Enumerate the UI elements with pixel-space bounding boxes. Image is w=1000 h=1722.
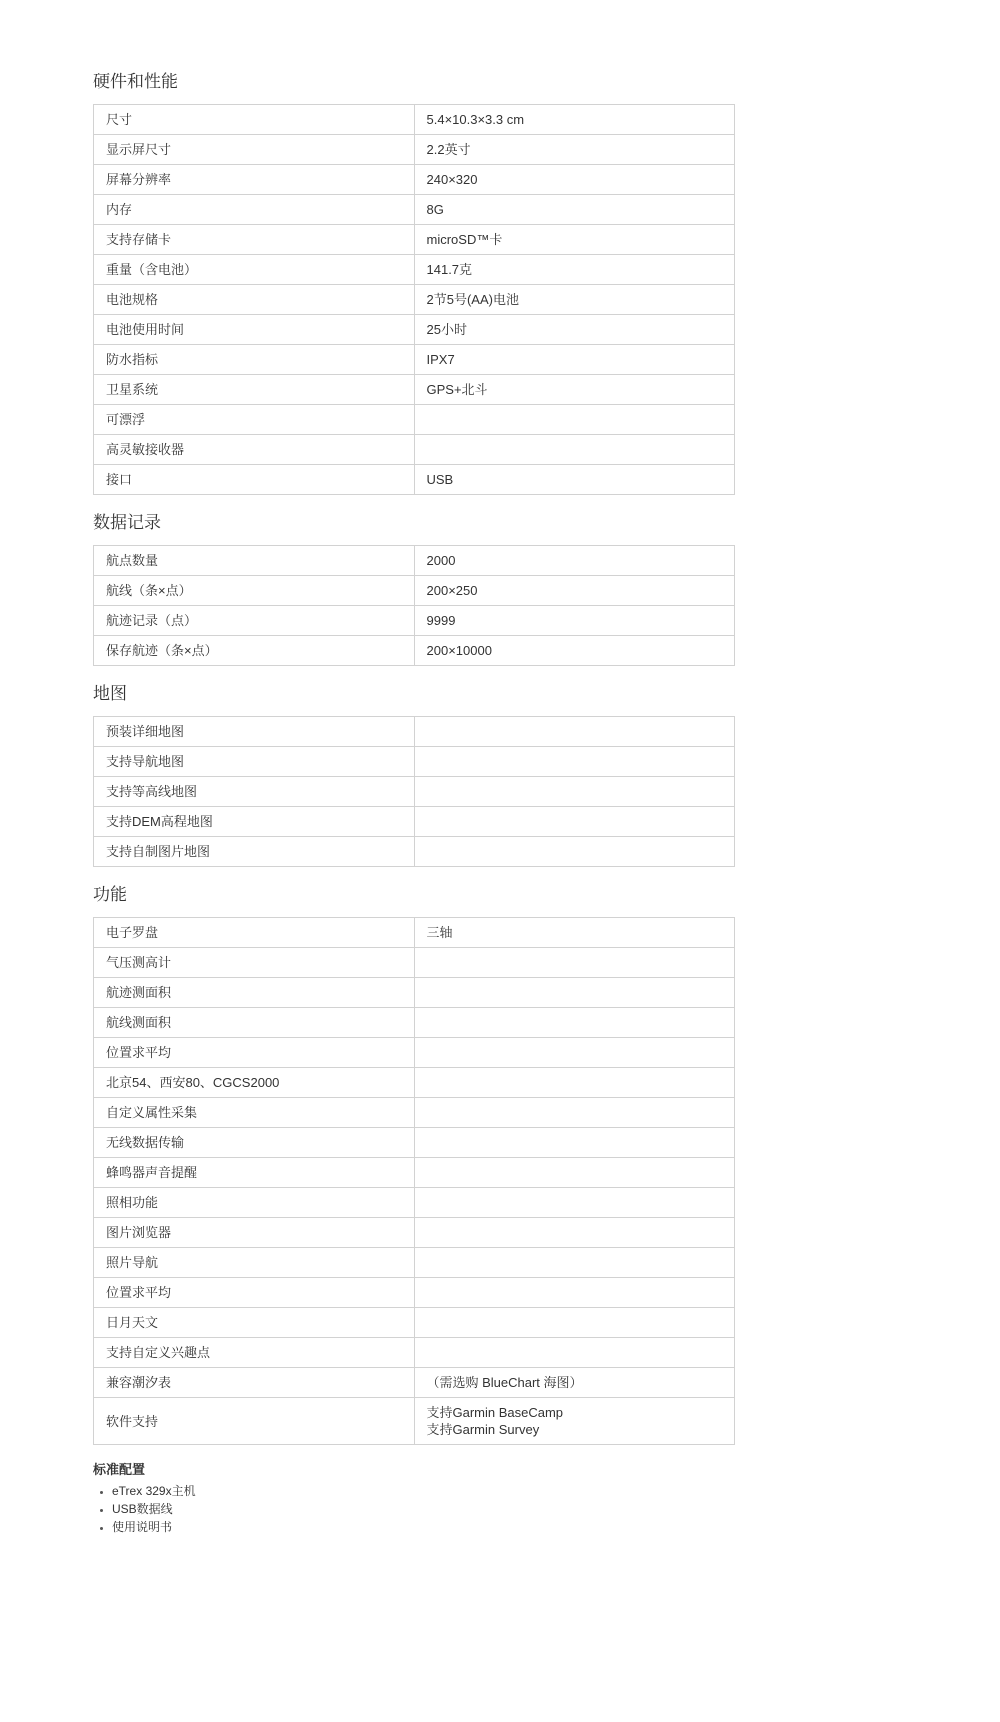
spec-value: 2节5号(AA)电池 [414, 285, 735, 315]
spec-value: 三轴 [414, 918, 735, 948]
spec-row [94, 546, 735, 576]
spec-row [94, 1248, 735, 1278]
spec-value: 141.7克 [414, 255, 735, 285]
spec-value [414, 1278, 735, 1308]
spec-label: 位置求平均 [94, 1038, 415, 1068]
spec-label: 北京54、西安80、CGCS2000 [94, 1068, 415, 1098]
spec-value [414, 1218, 735, 1248]
spec-row [94, 255, 735, 285]
spec-value: 200×250 [414, 576, 735, 606]
standard-config-title: 标准配置 [93, 1462, 146, 1477]
spec-label: 支持存储卡 [94, 225, 415, 255]
spec-label: 重量（含电池） [94, 255, 415, 285]
spec-section [93, 511, 1000, 666]
standard-config-item: • eTrex 329x主机 [112, 1485, 1000, 1498]
section-title: 数据记录 [93, 513, 161, 532]
spec-value: 200×10000 [414, 636, 735, 666]
spec-label: 自定义属性采集 [94, 1098, 415, 1128]
spec-label: 预装详细地图 [94, 717, 415, 747]
spec-label: 支持等高线地图 [94, 777, 415, 807]
spec-label: 卫星系统 [94, 375, 415, 405]
spec-row [94, 225, 735, 255]
spec-label: 内存 [94, 195, 415, 225]
spec-row [94, 1398, 735, 1445]
spec-value [414, 1128, 735, 1158]
section-title: 硬件和性能 [93, 72, 178, 91]
spec-value [414, 948, 735, 978]
spec-label: 尺寸 [94, 105, 415, 135]
spec-section [93, 883, 1000, 1445]
spec-label: 航迹测面积 [94, 978, 415, 1008]
spec-label: 照相功能 [94, 1188, 415, 1218]
spec-row [94, 777, 735, 807]
spec-row [94, 105, 735, 135]
spec-table [93, 716, 735, 867]
spec-label: 蜂鸣器声音提醒 [94, 1158, 415, 1188]
spec-value [414, 1248, 735, 1278]
spec-row [94, 195, 735, 225]
spec-row [94, 978, 735, 1008]
spec-section [93, 70, 1000, 495]
spec-label: 航点数量 [94, 546, 415, 576]
spec-label: 支持自制图片地图 [94, 837, 415, 867]
spec-label: 电子罗盘 [94, 918, 415, 948]
spec-label: 无线数据传输 [94, 1128, 415, 1158]
spec-row [94, 576, 735, 606]
spec-row [94, 345, 735, 375]
spec-value [414, 777, 735, 807]
spec-label: 可漂浮 [94, 405, 415, 435]
spec-value: 9999 [414, 606, 735, 636]
spec-label: 支持DEM高程地图 [94, 807, 415, 837]
spec-row [94, 807, 735, 837]
spec-label: 电池规格 [94, 285, 415, 315]
spec-row [94, 717, 735, 747]
spec-label: 屏幕分辨率 [94, 165, 415, 195]
spec-value [414, 978, 735, 1008]
spec-label: 气压测高计 [94, 948, 415, 978]
spec-label: 图片浏览器 [94, 1218, 415, 1248]
spec-row [94, 1128, 735, 1158]
spec-table [93, 917, 735, 1445]
standard-config-item: • USB数据线 [112, 1503, 1000, 1516]
spec-value-line: 支持Garmin Survey [426, 1422, 540, 1437]
spec-sections [93, 70, 1000, 1445]
spec-row [94, 1218, 735, 1248]
spec-row [94, 1188, 735, 1218]
spec-label: 照片导航 [94, 1248, 415, 1278]
spec-value: 8G [414, 195, 735, 225]
spec-value-line: 支持Garmin BaseCamp [426, 1405, 564, 1420]
spec-label: 显示屏尺寸 [94, 135, 415, 165]
spec-value [414, 405, 735, 435]
spec-row [94, 165, 735, 195]
spec-value: 240×320 [414, 165, 735, 195]
spec-label: 高灵敏接收器 [94, 435, 415, 465]
spec-row [94, 1038, 735, 1068]
spec-value [414, 1308, 735, 1338]
spec-row [94, 285, 735, 315]
spec-label: 保存航迹（条×点） [94, 636, 415, 666]
spec-row [94, 435, 735, 465]
spec-row [94, 837, 735, 867]
spec-value: 25小时 [414, 315, 735, 345]
spec-label: 航线（条×点） [94, 576, 415, 606]
spec-value: GPS+北斗 [414, 375, 735, 405]
spec-value [414, 747, 735, 777]
spec-value [414, 1068, 735, 1098]
spec-label: 支持导航地图 [94, 747, 415, 777]
spec-row [94, 1068, 735, 1098]
spec-row [94, 465, 735, 495]
spec-row [94, 315, 735, 345]
section-title: 功能 [93, 885, 127, 904]
spec-section [93, 682, 1000, 867]
spec-label: 电池使用时间 [94, 315, 415, 345]
spec-label: 位置求平均 [94, 1278, 415, 1308]
spec-value [414, 1338, 735, 1368]
spec-row [94, 1368, 735, 1398]
spec-label: 支持自定义兴趣点 [94, 1338, 415, 1368]
spec-label: 日月天文 [94, 1308, 415, 1338]
spec-value [414, 1008, 735, 1038]
spec-value: IPX7 [414, 345, 735, 375]
standard-config-section [93, 1461, 1000, 1534]
spec-row [94, 747, 735, 777]
spec-table [93, 545, 735, 666]
spec-value [414, 1188, 735, 1218]
spec-label: 兼容潮汐表 [94, 1368, 415, 1398]
spec-row [94, 1098, 735, 1128]
spec-row [94, 1278, 735, 1308]
spec-value: microSD™卡 [414, 225, 735, 255]
spec-label: 接口 [94, 465, 415, 495]
spec-value [414, 1398, 735, 1445]
spec-value [414, 837, 735, 867]
spec-row [94, 948, 735, 978]
spec-row [94, 918, 735, 948]
spec-row [94, 606, 735, 636]
spec-row [94, 636, 735, 666]
spec-value: （需选购 BlueChart 海图） [414, 1368, 735, 1398]
spec-value: 2.2英寸 [414, 135, 735, 165]
section-title: 地图 [93, 684, 127, 703]
spec-row [94, 1308, 735, 1338]
spec-table [93, 104, 735, 495]
spec-value [414, 1038, 735, 1068]
spec-row [94, 1338, 735, 1368]
spec-label: 软件支持 [94, 1398, 415, 1445]
spec-row [94, 135, 735, 165]
spec-row [94, 1158, 735, 1188]
spec-value [414, 1158, 735, 1188]
spec-value [414, 717, 735, 747]
standard-config-list [93, 1485, 1000, 1534]
spec-value [414, 1098, 735, 1128]
spec-label: 防水指标 [94, 345, 415, 375]
spec-value: USB [414, 465, 735, 495]
spec-value [414, 435, 735, 465]
spec-row [94, 405, 735, 435]
standard-config-item: • 使用说明书 [112, 1521, 1000, 1534]
spec-value: 2000 [414, 546, 735, 576]
spec-row [94, 1008, 735, 1038]
spec-row [94, 375, 735, 405]
spec-label: 航迹记录（点） [94, 606, 415, 636]
spec-value: 5.4×10.3×3.3 cm [414, 105, 735, 135]
spec-label: 航线测面积 [94, 1008, 415, 1038]
spec-value [414, 807, 735, 837]
